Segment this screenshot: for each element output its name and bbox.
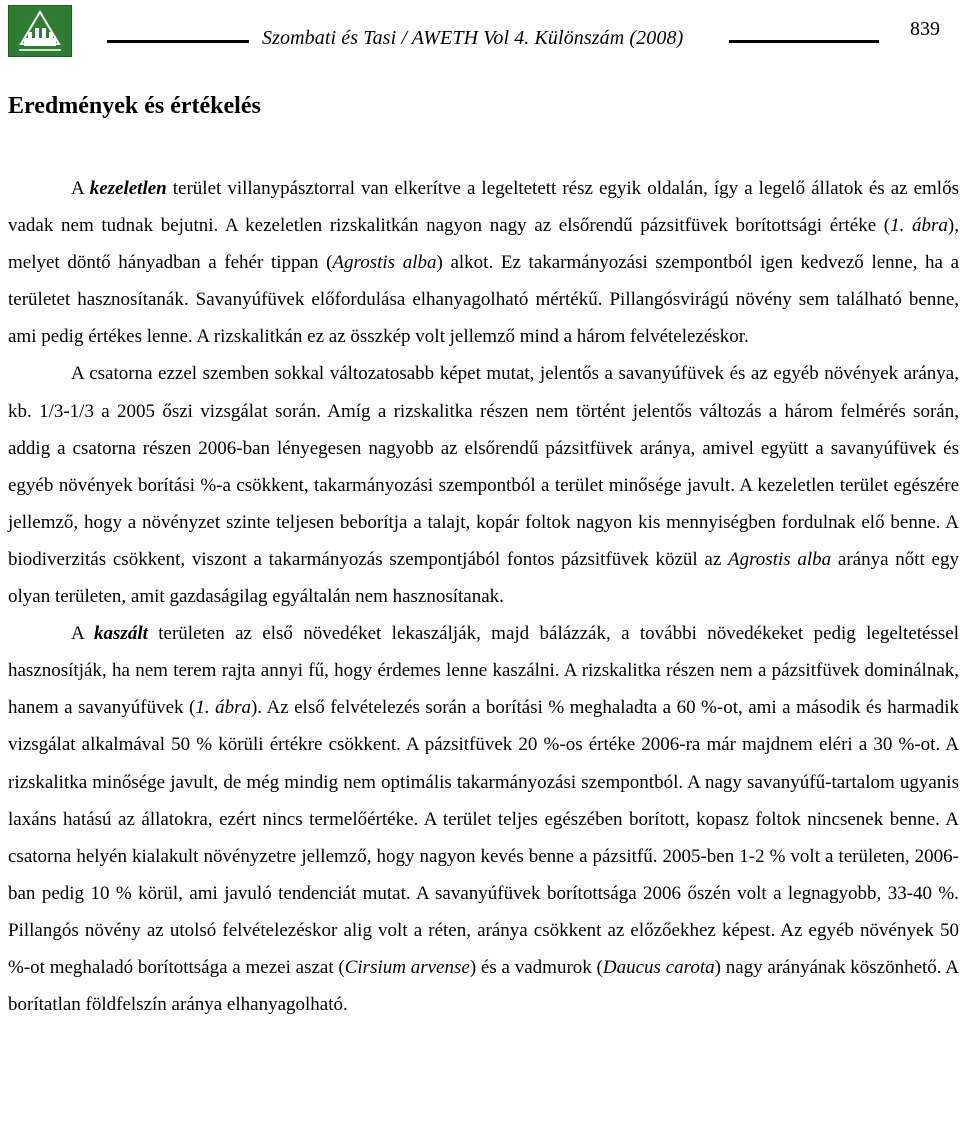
page-number: 839	[910, 18, 940, 40]
journal-citation: Szombati és Tasi / AWETH Vol 4. Különszám (2008)	[262, 27, 684, 49]
text-run: ) nagy arányának köszönhető. A borítatlan földfelszín aránya elhanyagolható.	[8, 956, 959, 1016]
text-run: A	[71, 178, 90, 199]
text-run: aránya nőtt egy olyan területen, amit gazdaságilag egyáltalán nem hasznosítanak.	[8, 548, 959, 608]
header-rule-left	[107, 40, 249, 43]
paragraph-1	[8, 170, 959, 355]
institution-logo-icon	[8, 5, 72, 57]
term-kezeletlen: kezeletlen	[89, 178, 167, 199]
figure-reference: 1. ábra	[890, 215, 948, 237]
text-run: területen az első növedéket lekaszálják, majd bálázzák, a további növedékeket pedig legeltetéssel hasznosítják, ha nem terem rajta annyi fű, hogy érdemes lenne kaszálni. A rizskalitka részen nem a pázsitfüvek dominálnak, hanem a savanyúfüvek (	[8, 623, 959, 719]
species-name: Daucus carota	[602, 956, 715, 978]
text-run: terület villanypásztorral van elkerítve a legeltetett rész egyik oldalán, így a legelő állatok és az emlős vadak nem tudnak bejutni. A kezeletlen rizskalitkán nagyon nagy az elsőrendű pázsitfüvek borítottsági értéke (	[8, 178, 959, 237]
section-title: Eredmények és értékelés	[8, 93, 261, 119]
body-text	[8, 170, 959, 1023]
text-run: A csatorna ezzel szemben sokkal változatosabb képet mutat, jelentős a savanyúfüvek és az egyéb növények aránya, kb. 1/3-1/3 a 2005 őszi vizsgálat során. Amíg a rizskalitka részen nem történt jelentős változás a három felmérés során, addig a csatorna részen 2006-ban lényegesen nagyobb az elsőrendű pázsitfüvek aránya, amivel együtt a savanyúfüvek és egyéb növények borítási %-a csökkent, takarmányozási szempontból a terület minősége javult. A kezeletlen terület egészére jellemző, hogy a növényzet szinte teljesen beborítja a talajt, kopár foltok nagyon kis mennyiségben fordulnak elő benne. A biodiverzitás csökkent, viszont a takarmányozás szempontjából fontos pázsitfüvek közül az	[8, 363, 959, 570]
header-rule-right	[729, 40, 879, 43]
text-run: A	[71, 623, 95, 645]
text-run: ) alkot. Ez takarmányozási szempontból igen kedvező lenne, ha a területet hasznosítanák. Savanyúfüvek előfordulása elhanyagolható mértékű. Pillangósvirágú növény sem található benne, ami pedig értékes lenne. A rizskalitkán ez az összkép volt jellemző mind a három felvételezéskor.	[8, 252, 959, 348]
species-name: Agrostis alba	[728, 548, 832, 570]
species-name: Cirsium arvense	[344, 956, 470, 978]
figure-reference: 1. ábra	[195, 697, 251, 719]
text-run: ), melyet döntő hányadban a fehér tippan (	[8, 215, 959, 274]
species-name: Agrostis alba	[332, 252, 437, 274]
term-kaszalt: kaszált	[94, 623, 148, 645]
text-run: ). Az első felvételezés során a borítási % meghaladta a 60 %-ot, ami a második és harmadik vizsgálat alkalmával 50 % körüli értékre csökkent. A pázsitfüvek 20 %-os értéke 2006-ra már majdnem eléri a 30 %-ot. A rizskalitka minősége javult, de még mindig nem optimális takarmányozási szempontból. A nagy savanyúfű-tartalom ugyanis laxáns hatású az állatokra, ezért nincs termelőértéke. A terület teljes egészében borított, kopasz foltok nincsenek benne. A csatorna helyén kialakult növényzetre jellemző, hogy nagyon kevés benne a pázsitfű. 2005-ben 1-2 % volt a területen, 2006-ban pedig 10 % körül, ami javuló tendenciát mutat. A savanyúfüvek borítottsága 2006 őszén volt a legnagyobb, 33-40 %. Pillangós növény az utolsó felvételezéskor alig volt a réten, aránya csökkent az előzőekhez képest. Az egyéb növények 50 %-ot meghaladó borítottsága a mezei aszat (	[8, 697, 959, 978]
paragraph-2	[8, 355, 959, 615]
paragraph-3	[8, 615, 959, 1023]
text-run: ) és a vadmurok (	[469, 956, 603, 978]
